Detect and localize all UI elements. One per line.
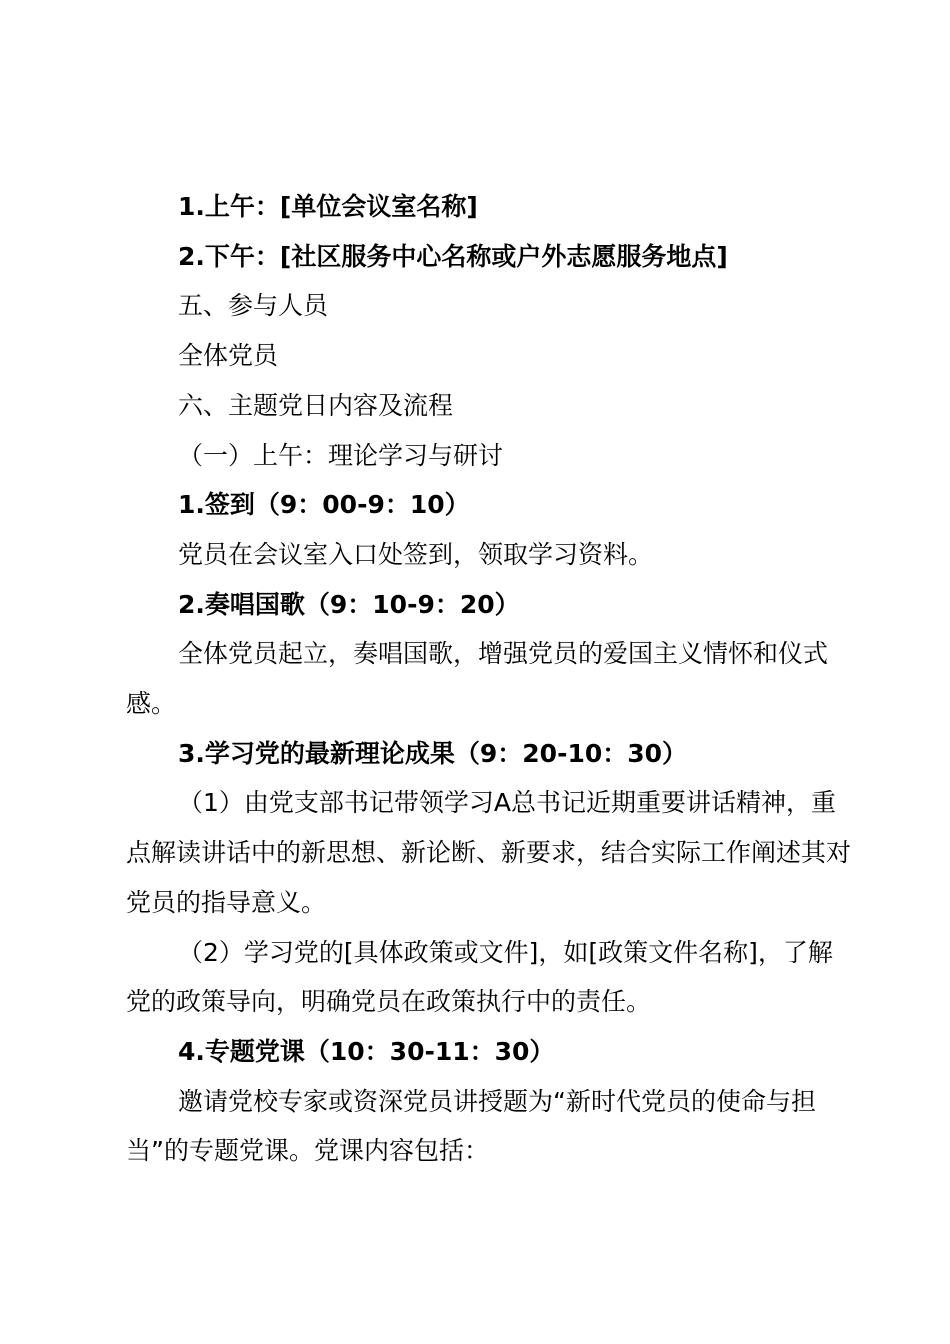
document-body <box>126 182 856 1176</box>
item-theory-text-1: （1）由党支部书记带领学习A总书记近期重要讲话精神，重点解读讲话中的新思想、新论断、新要求，结合实际工作阐述其对党员的指导意义。 <box>126 788 852 917</box>
item-lecture-text: 邀请党校专家或资深党员讲授题为“新时代党员的使命与担当”的专题党课。党课内容包括： <box>126 1086 816 1166</box>
participants-value: 全体党员 <box>178 341 279 371</box>
item-anthem-text: 全体党员起立，奏唱国歌，增强党员的爱国主义情怀和仪式感。 <box>126 639 829 719</box>
agenda-morning-heading: （一）上午：理论学习与研讨 <box>178 440 504 470</box>
agenda-heading: 六、主题党日内容及流程 <box>178 390 454 420</box>
venue-afternoon: 2.下午：[社区服务中心名称或户外志愿服务地点] <box>178 241 728 271</box>
item-lecture-title: 4.专题党课（10：30-11：30） <box>178 1036 555 1066</box>
item-signin-text: 党员在会议室入口处签到，领取学习资料。 <box>178 539 654 569</box>
item-theory-title: 3.学习党的最新理论成果（9：20-10：30） <box>178 738 688 768</box>
item-theory-text-2: （2）学习党的[具体政策或文件]，如[政策文件名称]，了解党的政策导向，明确党员在政策执行中的责任。 <box>126 937 833 1017</box>
item-signin-title: 1.签到（9：00-9：10） <box>178 490 470 520</box>
item-anthem-title: 2.奏唱国歌（9：10-9：20） <box>178 589 520 619</box>
venue-morning: 1.上午：[单位会议室名称] <box>178 192 478 221</box>
participants-heading: 五、参与人员 <box>178 291 329 321</box>
